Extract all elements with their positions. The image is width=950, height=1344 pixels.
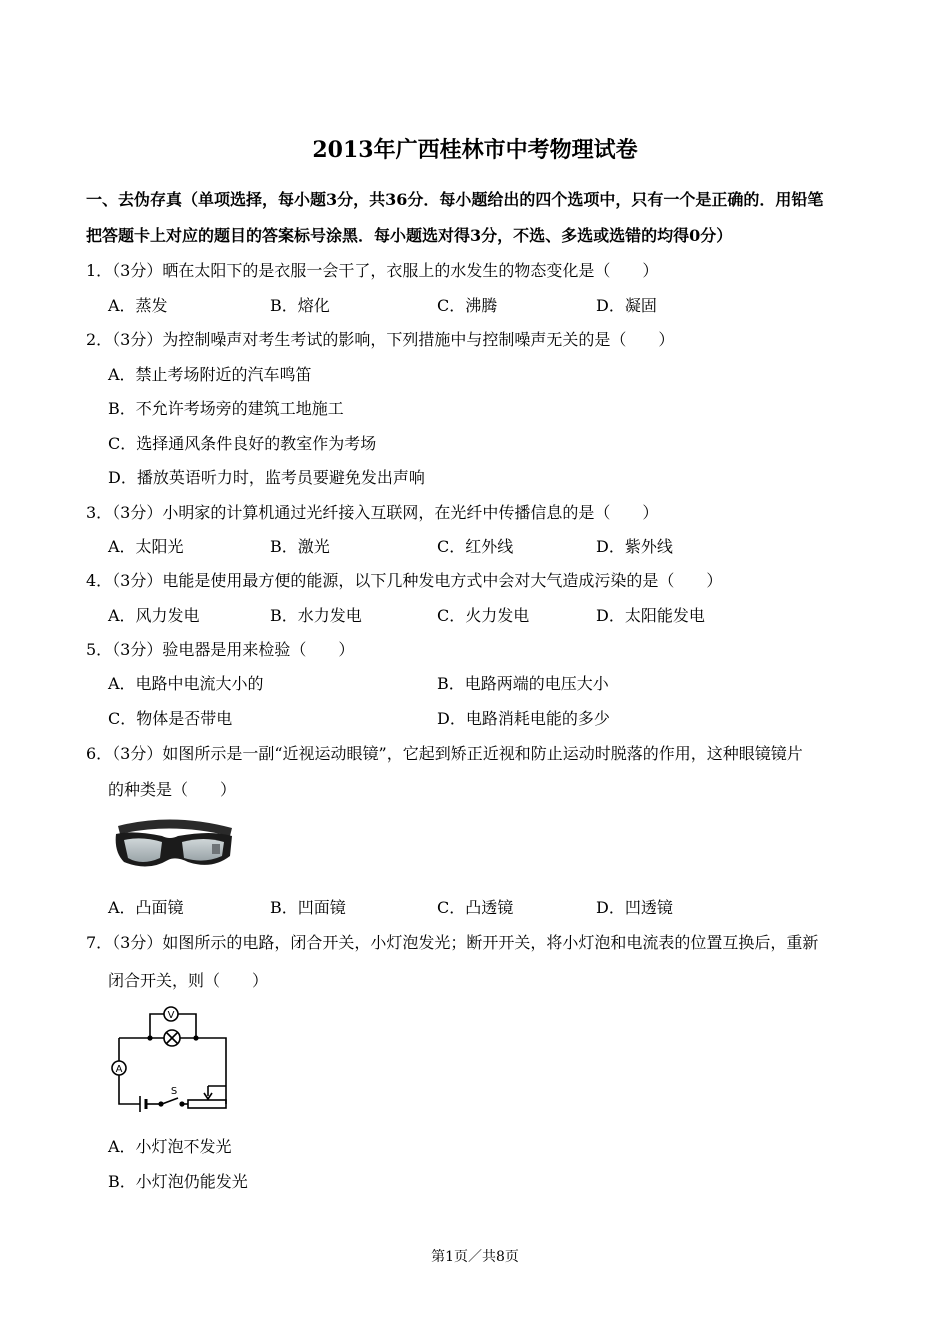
- question-3-stem: 3．（3分）小明家的计算机通过光纤接入互联网，在光纤中传播信息的是（ ）: [86, 503, 659, 522]
- voltmeter-label: V: [167, 1010, 175, 1021]
- question-2-option-b: B．不允许考场旁的建筑工地施工: [108, 399, 344, 418]
- question-5-stem: 5．（3分）验电器是用来检验（ ）: [86, 640, 355, 659]
- question-3-option-c: C．红外线: [437, 537, 514, 556]
- question-4-option-b: B．水力发电: [270, 606, 362, 625]
- question-6-option-b: B．凹面镜: [270, 898, 346, 917]
- question-7-option-a: A．小灯泡不发光: [108, 1137, 232, 1156]
- question-4-option-c: C．火力发电: [437, 606, 530, 625]
- question-7-stem-continued: 闭合开关，则（ ）: [108, 971, 269, 990]
- question-4-stem: 4．（3分）电能是使用最方便的能源，以下几种发电方式中会对大气造成污染的是（ ）: [86, 571, 723, 590]
- question-7-option-b: B．小灯泡仍能发光: [108, 1172, 248, 1191]
- page-footer: 第1页／共8页: [431, 1249, 519, 1265]
- page-title: 2013年广西桂林市中考物理试卷: [312, 137, 638, 163]
- question-5-option-a: A．电路中电流大小的: [108, 674, 264, 693]
- switch-label: S: [170, 1086, 178, 1097]
- section-heading-line-1: 一、去伪存真（单项选择，每小题3分，共36分．每小题给出的四个选项中，只有一个是正确的．用铅笔: [86, 190, 824, 209]
- circuit-diagram-figure: [104, 1000, 234, 1112]
- question-2-stem: 2．（3分）为控制噪声对考生考试的影响，下列措施中与控制噪声无关的是（ ）: [86, 330, 675, 349]
- question-6-stem: 6．（3分）如图所示是一副“近视运动眼镜”，它起到矫正近视和防止运动时脱落的作用，这种眼镜镜片: [86, 744, 803, 763]
- question-1-option-b: B．熔化: [270, 296, 330, 315]
- question-2-option-c: C．选择通风条件良好的教室作为考场: [108, 434, 377, 453]
- question-2-option-d: D．播放英语听力时，监考员要避免发出声响: [108, 468, 425, 487]
- question-1-option-c: C．沸腾: [437, 296, 498, 315]
- question-3-option-a: A．太阳光: [108, 537, 184, 556]
- question-1-stem: 1．（3分）晒在太阳下的是衣服一会干了，衣服上的水发生的物态变化是（ ）: [86, 261, 659, 280]
- question-5-option-c: C．物体是否带电: [108, 709, 233, 728]
- question-6-stem-continued: 的种类是（ ）: [108, 780, 237, 799]
- question-5-option-b: B．电路两端的电压大小: [437, 674, 609, 693]
- question-3-option-b: B．激光: [270, 537, 330, 556]
- question-4-option-a: A．风力发电: [108, 606, 200, 625]
- question-6-option-c: C．凸透镜: [437, 898, 514, 917]
- section-heading-line-2: 把答题卡上对应的题目的答案标号涂黑．每小题选对得3分，不选、多选或选错的均得0分）: [86, 226, 733, 245]
- question-6-option-a: A．凸面镜: [108, 898, 184, 917]
- question-4-option-d: D．太阳能发电: [596, 606, 705, 625]
- question-1-option-a: A．蒸发: [108, 296, 168, 315]
- question-5-option-d: D．电路消耗电能的多少: [437, 709, 610, 728]
- question-7-stem: 7．（3分）如图所示的电路，闭合开关，小灯泡发光；断开开关，将小灯泡和电流表的位置互换后，重新: [86, 933, 819, 952]
- question-3-option-d: D．紫外线: [596, 537, 673, 556]
- question-1-option-d: D．凝固: [596, 296, 657, 315]
- question-2-option-a: A．禁止考场附近的汽车鸣笛: [108, 365, 312, 384]
- question-6-option-d: D．凹透镜: [596, 898, 673, 917]
- ammeter-label: A: [115, 1064, 123, 1075]
- sports-glasses-figure: [112, 814, 236, 876]
